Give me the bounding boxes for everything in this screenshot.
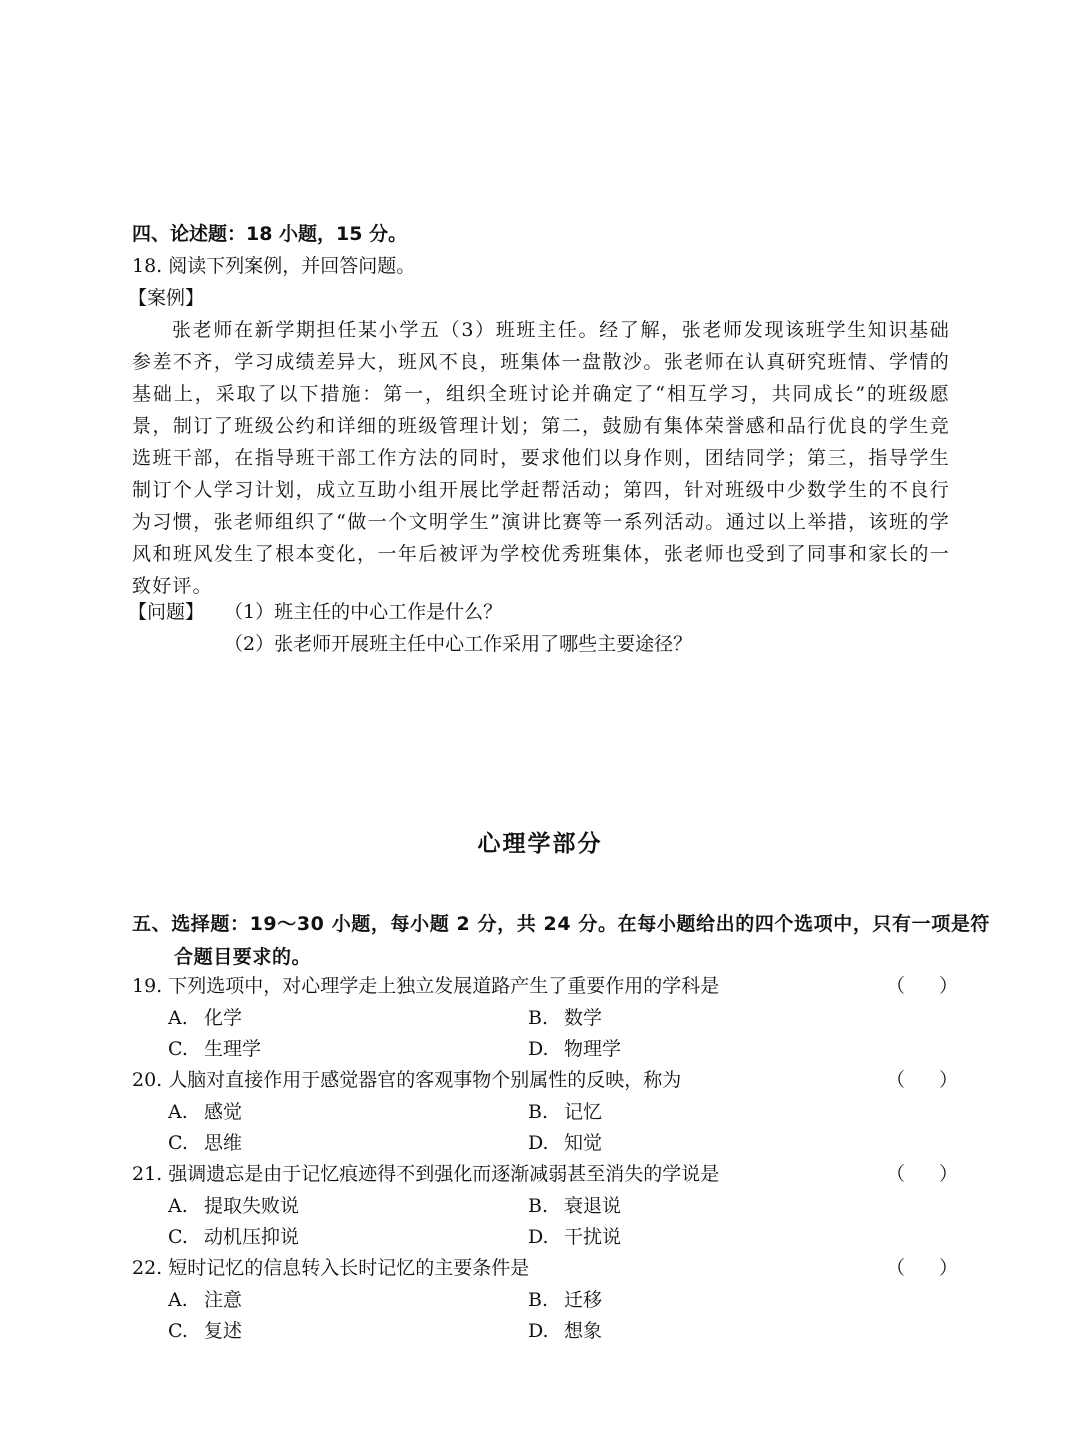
case-label: 【案例】 bbox=[128, 287, 205, 309]
option bbox=[528, 1221, 621, 1253]
option-letter: D. bbox=[528, 1132, 549, 1154]
option-text: 数学 bbox=[564, 1007, 603, 1029]
option-text: 化学 bbox=[204, 1007, 243, 1029]
question-2: （2）张老师开展班主任中心工作采用了哪些主要途径？ bbox=[224, 633, 693, 655]
option-letter: C. bbox=[168, 1226, 188, 1248]
option-text: 物理学 bbox=[564, 1038, 622, 1060]
option bbox=[528, 1002, 602, 1034]
option-letter: C. bbox=[168, 1132, 188, 1154]
answer-bracket bbox=[886, 1252, 958, 1284]
case-text: 张老师在新学期担任某小学五（3）班班主任。经了解，张老师发现该班学生知识基础参差不齐，学习成绩差异大，班风不良，班集体一盘散沙。张老师在认真研究班情、学情的基础上，采取了以下措施：第一，组织全班讨论并确定了“相互学习，共同成长”的班级愿景，制订了班级公约和详细的班级管理计划；第二，鼓励有集体荣誉感和品行优良的学生竞选班干部，在指导班干部工作方法的同时，要求他们以身作则，团结同学；第三，指导学生制订个人学习计划，成立互助小组开展比学赶帮活动；第四，针对班级中少数学生的不良行为习惯，张老师组织了“做一个文明学生”演讲比赛等一系列活动。通过以上举措，该班的学风和班风发生了根本变化，一年后被评为学校优秀班集体，张老师也受到了同事和家长的一致好评。 bbox=[132, 319, 950, 597]
question-stem: 20. 人脑对直接作用于感觉器官的客观事物个别属性的反映，称为 bbox=[132, 1069, 682, 1091]
question-label: 【问题】 bbox=[128, 601, 205, 623]
answer-bracket bbox=[886, 1158, 958, 1190]
option bbox=[168, 1002, 242, 1034]
question-stem: 21. 强调遗忘是由于记忆痕迹得不到强化而逐渐减弱甚至消失的学说是 bbox=[132, 1163, 720, 1185]
option bbox=[168, 1033, 261, 1065]
option-text: 迁移 bbox=[564, 1289, 603, 1311]
option-text: 注意 bbox=[204, 1289, 243, 1311]
option bbox=[528, 1127, 602, 1159]
section4-heading: 四、论述题：18 小题，15 分。 bbox=[132, 223, 408, 245]
answer-bracket bbox=[886, 970, 958, 1002]
option bbox=[168, 1284, 242, 1316]
option bbox=[168, 1315, 242, 1347]
option-letter: C. bbox=[168, 1320, 188, 1342]
option bbox=[528, 1033, 621, 1065]
option-letter: A. bbox=[168, 1195, 188, 1217]
answer-bracket bbox=[886, 1064, 958, 1096]
bracket-open: （ bbox=[886, 1069, 906, 1091]
option-text: 复述 bbox=[204, 1320, 243, 1342]
option-letter: A. bbox=[168, 1101, 188, 1123]
q18-prompt: 18. 阅读下列案例，并回答问题。 bbox=[132, 255, 416, 277]
option-text: 干扰说 bbox=[564, 1226, 622, 1248]
question-1: （1）班主任的中心工作是什么？ bbox=[224, 601, 503, 623]
option-letter: D. bbox=[528, 1038, 549, 1060]
section5-heading: 五、选择题：19～30 小题，每小题 2 分，共 24 分。在每小题给出的四个选项中，只有一项是符合题目要求的。 bbox=[132, 913, 991, 968]
option bbox=[528, 1190, 621, 1222]
bracket-open: （ bbox=[886, 1163, 906, 1185]
option-text: 感觉 bbox=[204, 1101, 243, 1123]
option-letter: A. bbox=[168, 1007, 188, 1029]
option bbox=[168, 1190, 299, 1222]
option-text: 动机压抑说 bbox=[204, 1226, 300, 1248]
option-letter: B. bbox=[528, 1101, 549, 1123]
option-letter: B. bbox=[528, 1289, 549, 1311]
option-text: 生理学 bbox=[204, 1038, 262, 1060]
option bbox=[168, 1127, 242, 1159]
bracket-close: ） bbox=[939, 1069, 959, 1091]
option-text: 知觉 bbox=[564, 1132, 603, 1154]
option bbox=[168, 1096, 242, 1128]
psychology-section-title: 心理学部分 bbox=[477, 831, 603, 857]
option-letter: B. bbox=[528, 1195, 549, 1217]
bracket-open: （ bbox=[886, 1257, 906, 1279]
option-text: 想象 bbox=[564, 1320, 603, 1342]
option-letter: C. bbox=[168, 1038, 188, 1060]
question-stem: 19. 下列选项中，对心理学走上独立发展道路产生了重要作用的学科是 bbox=[132, 975, 720, 997]
option-text: 衰退说 bbox=[564, 1195, 622, 1217]
option-text: 提取失败说 bbox=[204, 1195, 300, 1217]
option-letter: D. bbox=[528, 1320, 549, 1342]
option-text: 记忆 bbox=[564, 1101, 603, 1123]
bracket-close: ） bbox=[939, 1163, 959, 1185]
option-letter: B. bbox=[528, 1007, 549, 1029]
bracket-open: （ bbox=[886, 975, 906, 997]
option-letter: A. bbox=[168, 1289, 188, 1311]
option bbox=[168, 1221, 299, 1253]
question-stem: 22. 短时记忆的信息转入长时记忆的主要条件是 bbox=[132, 1257, 530, 1279]
option bbox=[528, 1096, 602, 1128]
option-letter: D. bbox=[528, 1226, 549, 1248]
option bbox=[528, 1284, 602, 1316]
option-text: 思维 bbox=[204, 1132, 243, 1154]
bracket-close: ） bbox=[939, 1257, 959, 1279]
bracket-close: ） bbox=[939, 975, 959, 997]
option bbox=[528, 1315, 602, 1347]
